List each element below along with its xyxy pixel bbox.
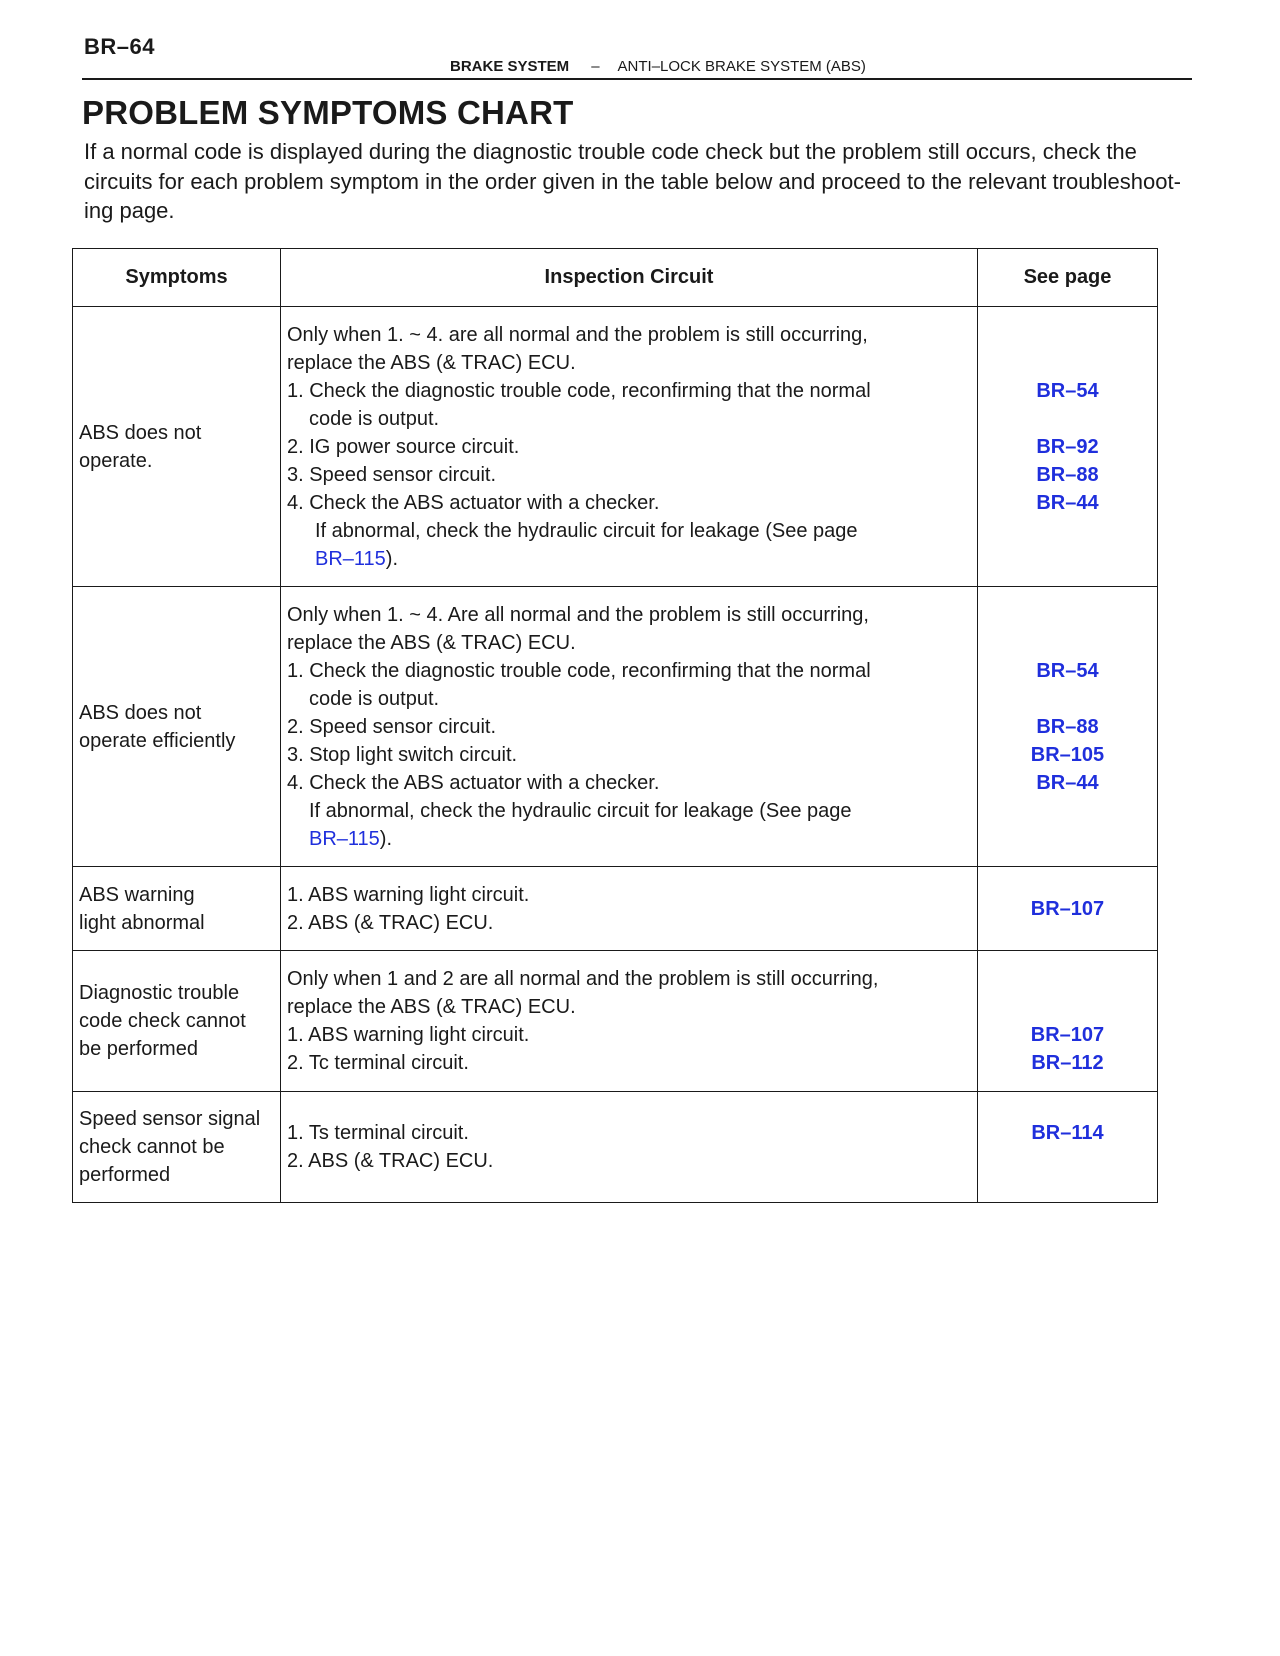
page-reference-link[interactable]: BR–115 bbox=[315, 547, 386, 570]
see-page-cell bbox=[978, 1092, 1158, 1203]
page-number: BR–64 bbox=[84, 34, 155, 59]
symptom-cell bbox=[73, 307, 281, 587]
column-header-symptoms: Symptoms bbox=[73, 249, 281, 307]
inspection-cell bbox=[281, 587, 978, 867]
inspection-line: 2. Tc terminal circuit. bbox=[287, 1052, 469, 1074]
inspection-line: If abnormal, check the hydraulic circuit for leakage (See page bbox=[315, 519, 858, 542]
see-page-link[interactable]: BR–54 bbox=[1036, 659, 1099, 682]
column-header-see-page: See page bbox=[978, 249, 1158, 307]
problem-symptoms-table bbox=[72, 248, 1158, 1203]
symptom-cell bbox=[73, 587, 281, 867]
symptom-line: ABS warning bbox=[79, 883, 195, 906]
intro-paragraph bbox=[84, 137, 1204, 226]
inspection-line: Only when 1. ~ 4. Are all normal and the problem is still occurring, bbox=[287, 603, 869, 626]
inspection-line: Only when 1. ~ 4. are all normal and the problem is still occurring, bbox=[287, 323, 868, 346]
header-rule bbox=[82, 78, 1192, 80]
symptom-line: operate. bbox=[79, 449, 153, 472]
see-page-link[interactable]: BR–88 bbox=[1036, 715, 1099, 738]
inspection-line: 3. Speed sensor circuit. bbox=[287, 463, 496, 486]
see-page-cell bbox=[978, 867, 1158, 951]
inspection-line: Only when 1 and 2 are all normal and the problem is still occurring, bbox=[287, 968, 879, 990]
symptom-line: light abnormal bbox=[79, 911, 205, 934]
see-page-cell bbox=[978, 587, 1158, 867]
inspection-line: 2. ABS (& TRAC) ECU. bbox=[287, 1150, 494, 1172]
spacer bbox=[978, 405, 1157, 433]
inspection-line: 4. Check the ABS actuator with a checker. bbox=[287, 771, 660, 794]
symptom-line: operate efficiently bbox=[79, 729, 236, 752]
page-reference-link[interactable]: BR–115 bbox=[309, 827, 380, 850]
intro-line: ing page. bbox=[84, 198, 175, 223]
table-row bbox=[73, 951, 1158, 1092]
spacer bbox=[978, 1147, 1157, 1175]
symptom-line: performed bbox=[79, 1164, 171, 1186]
subsection-title: ANTI–LOCK BRAKE SYSTEM (ABS) bbox=[617, 58, 866, 75]
spacer bbox=[978, 685, 1157, 713]
symptom-cell bbox=[73, 867, 281, 951]
spacer bbox=[978, 965, 1157, 993]
symptom-line: be performed bbox=[79, 1038, 198, 1060]
running-header bbox=[450, 58, 866, 75]
spacer bbox=[978, 993, 1157, 1021]
inspection-line: replace the ABS (& TRAC) ECU. bbox=[287, 631, 576, 654]
inspection-line: If abnormal, check the hydraulic circuit for leakage (See page bbox=[309, 799, 852, 822]
see-page-link[interactable]: BR–107 bbox=[1030, 1024, 1105, 1046]
inspection-line bbox=[287, 545, 971, 573]
inspection-line: 1. Check the diagnostic trouble code, reconfirming that the normal bbox=[287, 659, 871, 682]
symptom-cell bbox=[73, 951, 281, 1092]
inspection-line: 2. ABS (& TRAC) ECU. bbox=[287, 911, 494, 934]
inspection-cell bbox=[281, 867, 978, 951]
see-page-link[interactable]: BR–105 bbox=[1030, 743, 1105, 766]
symptom-line: ABS does not bbox=[79, 701, 202, 724]
symptom-line: Speed sensor signal bbox=[79, 1108, 261, 1130]
inspection-line: replace the ABS (& TRAC) ECU. bbox=[287, 351, 576, 374]
table-row bbox=[73, 1092, 1158, 1203]
inspection-cell bbox=[281, 1092, 978, 1203]
see-page-link[interactable]: BR–107 bbox=[1030, 897, 1105, 920]
inspection-line bbox=[287, 825, 971, 853]
inspection-line: 2. IG power source circuit. bbox=[287, 435, 520, 458]
inspection-cell bbox=[281, 307, 978, 587]
intro-line: If a normal code is displayed during the diagnostic trouble code check but the problem still occurs, check the bbox=[84, 139, 1137, 164]
symptom-line: code check cannot bbox=[79, 1010, 246, 1032]
see-page-link[interactable]: BR–44 bbox=[1036, 491, 1099, 514]
inspection-line: 1. ABS warning light circuit. bbox=[287, 1024, 530, 1046]
inspection-cell bbox=[281, 951, 978, 1092]
see-page-cell bbox=[978, 951, 1158, 1092]
see-page-link[interactable]: BR–112 bbox=[1031, 1052, 1104, 1074]
see-page-link[interactable]: BR–44 bbox=[1036, 771, 1099, 794]
symptom-line: check cannot be bbox=[79, 1136, 225, 1158]
table-row bbox=[73, 307, 1158, 587]
symptom-cell bbox=[73, 1092, 281, 1203]
symptom-line: ABS does not bbox=[79, 421, 202, 444]
inspection-line: 1. Check the diagnostic trouble code, reconfirming that the normal bbox=[287, 379, 871, 402]
see-page-link[interactable]: BR–88 bbox=[1036, 463, 1099, 486]
see-page-link[interactable]: BR–92 bbox=[1036, 435, 1099, 458]
inspection-line: 1. Ts terminal circuit. bbox=[287, 1122, 469, 1144]
link-suffix: ). bbox=[385, 547, 399, 570]
symptom-line: Diagnostic trouble bbox=[79, 982, 240, 1004]
see-page-link[interactable]: BR–114 bbox=[1031, 1122, 1104, 1144]
section-title: BRAKE SYSTEM bbox=[450, 58, 570, 75]
intro-line: circuits for each problem symptom in the order given in the table below and proceed to the relevant troubleshoot- bbox=[84, 168, 1181, 194]
link-suffix: ). bbox=[379, 827, 393, 850]
column-header-inspection-circuit: Inspection Circuit bbox=[281, 249, 978, 307]
inspection-line: 2. Speed sensor circuit. bbox=[287, 715, 496, 738]
page-title: PROBLEM SYMPTOMS CHART bbox=[82, 94, 574, 131]
table-header-row bbox=[73, 249, 1158, 307]
inspection-line: 3. Stop light switch circuit. bbox=[287, 743, 518, 766]
see-page-link[interactable]: BR–54 bbox=[1036, 379, 1099, 402]
see-page-cell bbox=[978, 307, 1158, 587]
inspection-line: 1. ABS warning light circuit. bbox=[287, 883, 530, 906]
inspection-line: replace the ABS (& TRAC) ECU. bbox=[287, 996, 576, 1018]
header-separator: – bbox=[591, 58, 600, 75]
inspection-line: code is output. bbox=[309, 687, 440, 710]
inspection-line: 4. Check the ABS actuator with a checker. bbox=[287, 491, 660, 514]
table-row bbox=[73, 587, 1158, 867]
table-row bbox=[73, 867, 1158, 951]
inspection-line: code is output. bbox=[309, 407, 440, 430]
